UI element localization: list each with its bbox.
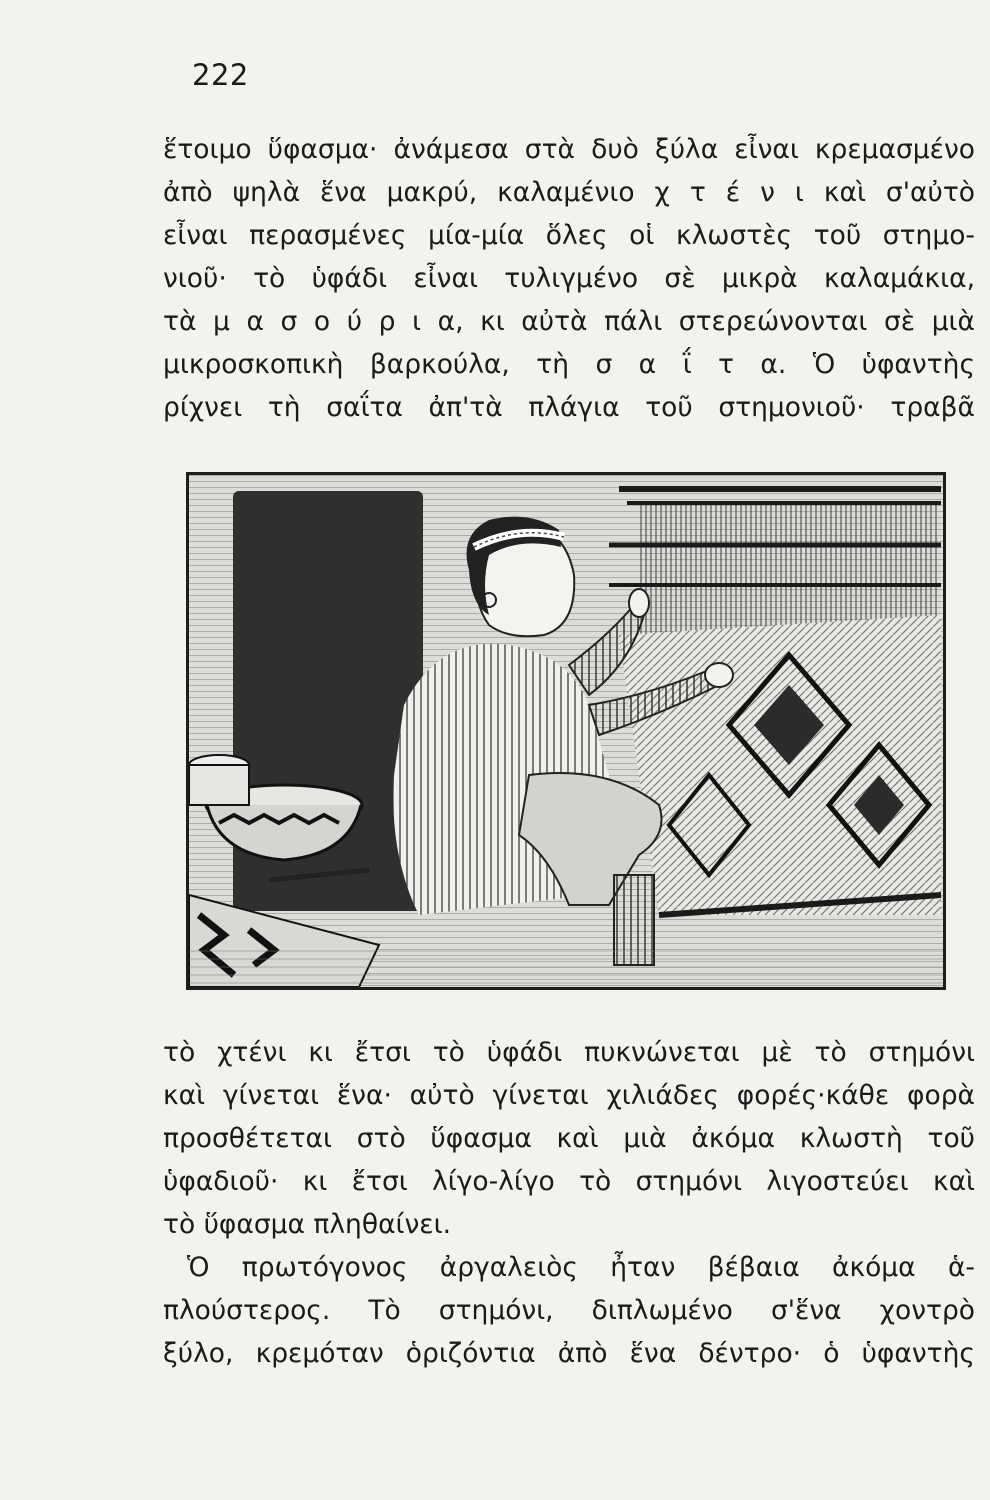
text-line: ὑφαδιοῦ· κι ἔτσι λίγο-λίγο τὸ στημόνι λιγοστεύει καὶ <box>163 1166 975 1197</box>
text-line: Ὁ πρωτόγονος ἀργαλειὸς ἦταν βέβαια ἀκόμα ἁ- <box>187 1252 975 1283</box>
text-line: ρίχνει τὴ σαΐτα ἀπ'τὰ πλάγια τοῦ στημονιοῦ· τραβᾶ <box>163 392 975 423</box>
text-line: νιοῦ· τὸ ὑφάδι εἶναι τυλιγμένο σὲ μικρὰ καλαμάκια, <box>163 263 975 294</box>
floor <box>189 945 943 987</box>
text-line: ἀπὸ ψηλὰ ἕνα μακρύ, καλαμένιο χ τ έ ν ι καὶ σ'αὐτὸ <box>163 177 975 208</box>
text-line: ἕτοιμο ὕφασμα· ἀνάμεσα στὰ δυὸ ξύλα εἶναι κρεμασμένο <box>163 134 975 165</box>
text-line: προσθέτεται στὸ ὕφασμα καὶ μιὰ ἀκόμα κλωστὴ τοῦ <box>163 1123 975 1154</box>
weaver-illustration <box>186 472 946 990</box>
weaver-at-loom-drawing <box>189 475 943 987</box>
bottom-paragraph <box>163 1031 975 1375</box>
text-line: μικροσκοπικὴ βαρκούλα, τὴ σ α ΐ τ α. Ὁ ὑφαντὴς <box>163 349 975 380</box>
top-paragraph <box>163 128 975 429</box>
text-line: τὰ μ α σ ο ύ ρ ι α, κι αὐτὰ πάλι στερεώνονται σὲ μιὰ <box>163 306 975 337</box>
text-line: τὸ ὕφασμα πληθαίνει. <box>163 1209 452 1240</box>
text-line: τὸ χτένι κι ἔτσι τὸ ὑφάδι πυκνώνεται μὲ τὸ στημόνι <box>163 1037 975 1068</box>
text-line: καὶ γίνεται ἕνα· αὐτὸ γίνεται χιλιάδες φορές·κάθε φορὰ <box>163 1080 975 1111</box>
text-line: πλούστερος. Τὸ στημόνι, διπλωμένο σ'ἕνα χοντρὸ <box>163 1295 975 1326</box>
text-line: εἶναι περασμένες μία-μία ὅλες οἱ κλωστὲς τοῦ στημο- <box>163 220 975 251</box>
page-number: 222 <box>192 58 249 92</box>
text-line: ξύλο, κρεμόταν ὁριζόντια ἀπὸ ἕνα δέντρο· ὁ ὑφαντὴς <box>163 1338 975 1369</box>
